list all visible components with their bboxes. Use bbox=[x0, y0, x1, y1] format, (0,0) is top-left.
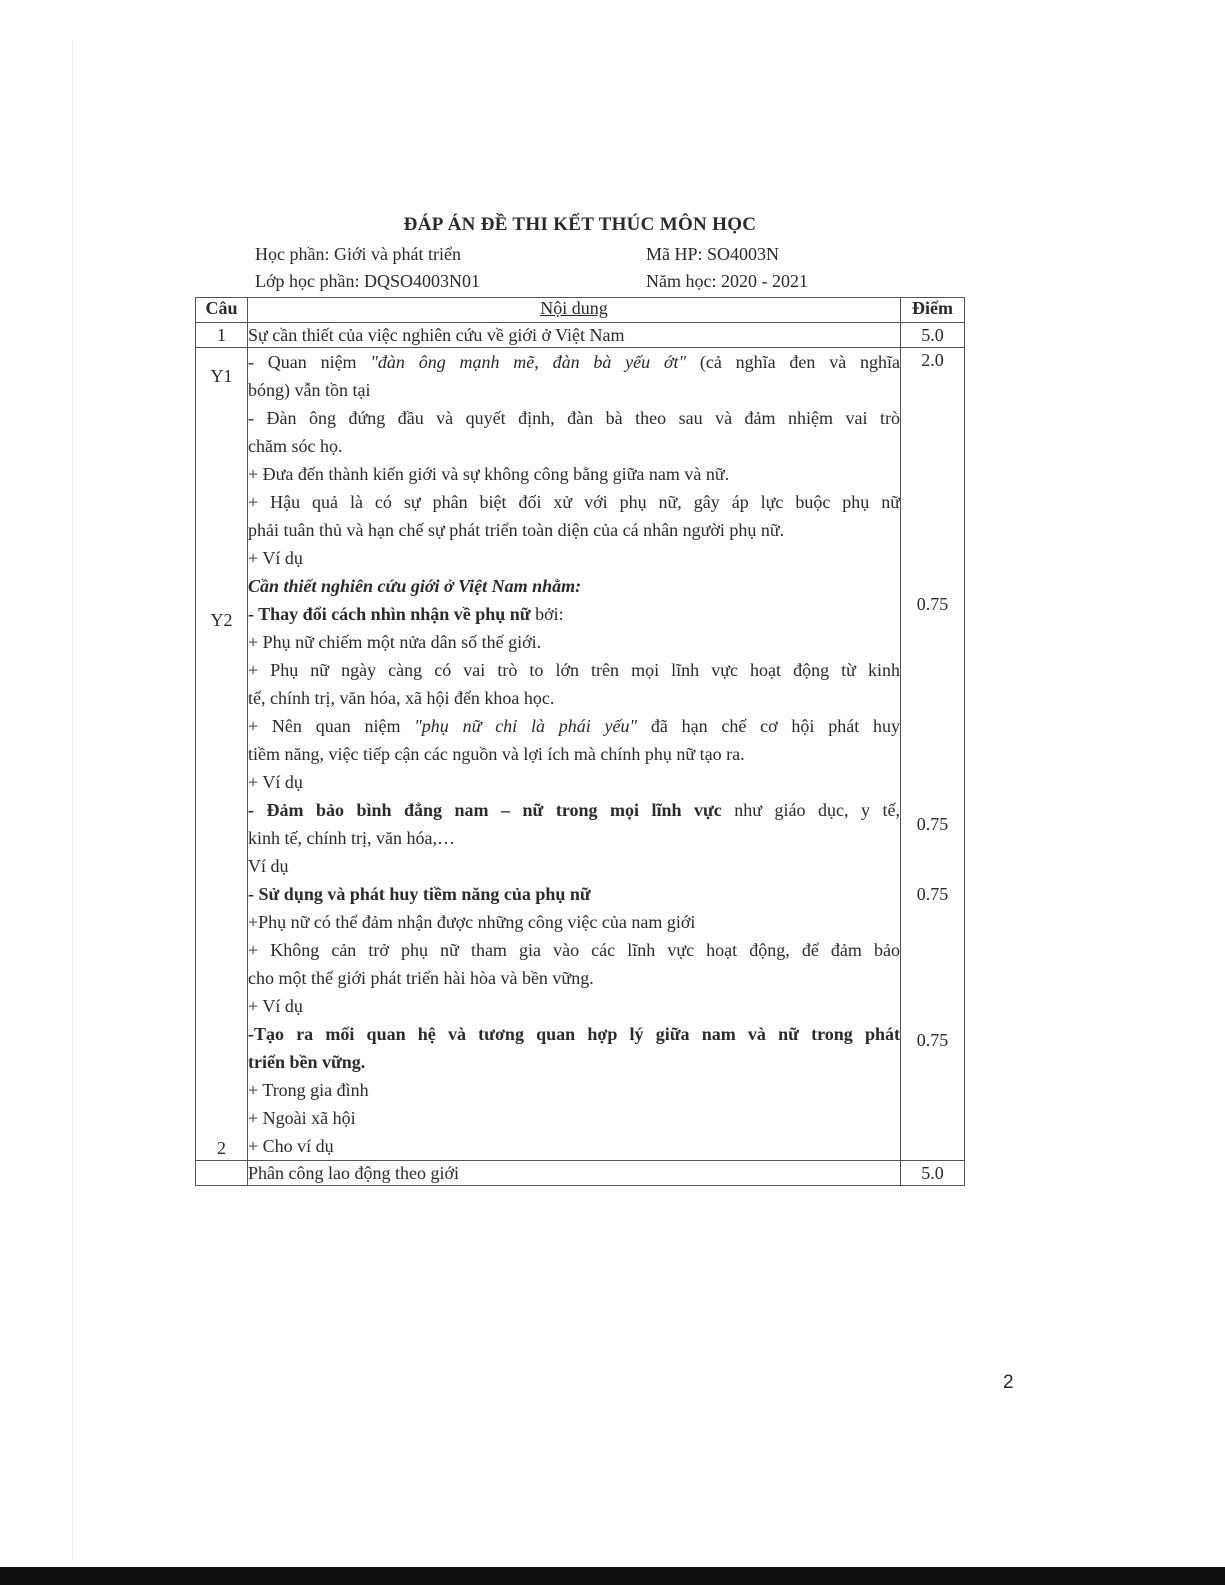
question-2-row bbox=[196, 1161, 965, 1186]
header-diem: Điểm bbox=[901, 298, 965, 323]
score-y2-c: 0.75 bbox=[916, 884, 949, 904]
label-y2: Y2 bbox=[210, 610, 233, 630]
content-line: - Đàn ông đứng đầu và quyết định, đàn bà theo sau và đảm nhiệm vai trò bbox=[248, 408, 900, 428]
content-line: + Phụ nữ chiếm một nửa dân số thế giới. bbox=[248, 632, 542, 652]
label-y1: Y1 bbox=[210, 366, 233, 386]
section-heading: Cần thiết nghiên cứu giới ở Việt Nam nhằm: bbox=[248, 576, 582, 596]
answer-table bbox=[195, 297, 965, 1186]
answer-content-cell bbox=[248, 348, 901, 1161]
content-line: + Hậu quả là có sự phân biệt đối xử với phụ nữ, gây áp lực buộc phụ nữ bbox=[248, 492, 900, 512]
page-title: ĐÁP ÁN ĐỀ THI KẾT THÚC MÔN HỌC bbox=[403, 214, 757, 235]
question-1-title: Sự cần thiết của việc nghiên cứu về giới ở Việt Nam bbox=[248, 323, 901, 348]
question-2-title: Phân công lao động theo giới bbox=[248, 1161, 901, 1186]
content-line: + Trong gia đình bbox=[248, 1080, 369, 1100]
course-code: Mã HP: SO4003N bbox=[646, 244, 780, 264]
content-line: - Đảm bảo bình đẳng nam – nữ trong mọi lĩnh vực như giáo dục, y tế, bbox=[248, 800, 900, 820]
course-name: Học phần: Giới và phát triển bbox=[255, 244, 461, 264]
content-line: + Ví dụ bbox=[248, 548, 303, 568]
content-line: bóng) vẫn tồn tại bbox=[248, 380, 371, 400]
content-line: kinh tế, chính trị, văn hóa,… bbox=[248, 828, 455, 848]
content-line: tiềm năng, việc tiếp cận các nguồn và lợi ích mà chính phụ nữ tạo ra. bbox=[248, 744, 745, 764]
content-line: triển bền vững. bbox=[248, 1052, 366, 1072]
question-1-number: 1 bbox=[196, 323, 248, 348]
score-y1: 2.0 bbox=[921, 350, 944, 370]
page-number: 2 bbox=[1003, 1372, 1014, 1393]
sub-labels-cell bbox=[196, 348, 248, 1161]
content-line: - Quan niệm "đàn ông mạnh mẽ, đàn bà yếu ớt" (cả nghĩa đen và nghĩa bbox=[248, 352, 900, 372]
content-line: tế, chính trị, văn hóa, xã hội đến khoa học. bbox=[248, 688, 555, 708]
class-code: Lớp học phần: DQSO4003N01 bbox=[255, 271, 480, 291]
header-cau: Câu bbox=[196, 298, 248, 323]
table-header-row bbox=[196, 298, 965, 323]
question-2-score: 5.0 bbox=[901, 1161, 965, 1186]
question-2-number-cell bbox=[196, 1161, 248, 1186]
score-y2-b: 0.75 bbox=[916, 814, 949, 834]
content-line: +Phụ nữ có thể đảm nhận được những công việc của nam giới bbox=[248, 912, 696, 932]
scores-cell bbox=[901, 348, 965, 1161]
content-line: + Cho ví dụ bbox=[248, 1136, 334, 1156]
school-year: Năm học: 2020 - 2021 bbox=[646, 271, 808, 291]
content-line: + Nên quan niệm "phụ nữ chỉ là phái yếu" đã hạn chế cơ hội phát huy bbox=[248, 716, 900, 736]
content-line: + Đưa đến thành kiến giới và sự không công bằng giữa nam và nữ. bbox=[248, 464, 730, 484]
question-1-body-row bbox=[196, 348, 965, 1161]
content-line: chăm sóc họ. bbox=[248, 436, 343, 456]
content-line: - Sử dụng và phát huy tiềm năng của phụ nữ bbox=[248, 884, 591, 904]
content-line: phải tuân thủ và hạn chế sự phát triển toàn diện của cá nhân người phụ nữ. bbox=[248, 520, 785, 540]
score-y2-d: 0.75 bbox=[916, 1030, 949, 1050]
question-1-score: 5.0 bbox=[901, 323, 965, 348]
scan-edge-line bbox=[72, 40, 73, 1560]
score-y2-a: 0.75 bbox=[916, 594, 949, 614]
content-line: + Ngoài xã hội bbox=[248, 1108, 356, 1128]
question-1-row bbox=[196, 323, 965, 348]
content-line: + Ví dụ bbox=[248, 996, 303, 1016]
content-line: -Tạo ra mối quan hệ và tương quan hợp lý giữa nam và nữ trong phát bbox=[248, 1024, 900, 1044]
content-line: + Ví dụ bbox=[248, 772, 303, 792]
content-line: Ví dụ bbox=[248, 856, 289, 876]
content-line: + Không cản trở phụ nữ tham gia vào các lĩnh vực hoạt động, để đảm bảo bbox=[248, 940, 900, 960]
content-line: - Thay đổi cách nhìn nhận về phụ nữ bởi: bbox=[248, 604, 564, 624]
scan-bottom-edge bbox=[0, 1567, 1225, 1585]
header-content: Nội dung bbox=[248, 298, 901, 323]
question-2-number-carry: 2 bbox=[217, 1138, 226, 1158]
content-line: cho một thế giới phát triển hài hòa và bền vững. bbox=[248, 968, 594, 988]
content-line: + Phụ nữ ngày càng có vai trò to lớn trên mọi lĩnh vực hoạt động từ kinh bbox=[248, 660, 900, 680]
